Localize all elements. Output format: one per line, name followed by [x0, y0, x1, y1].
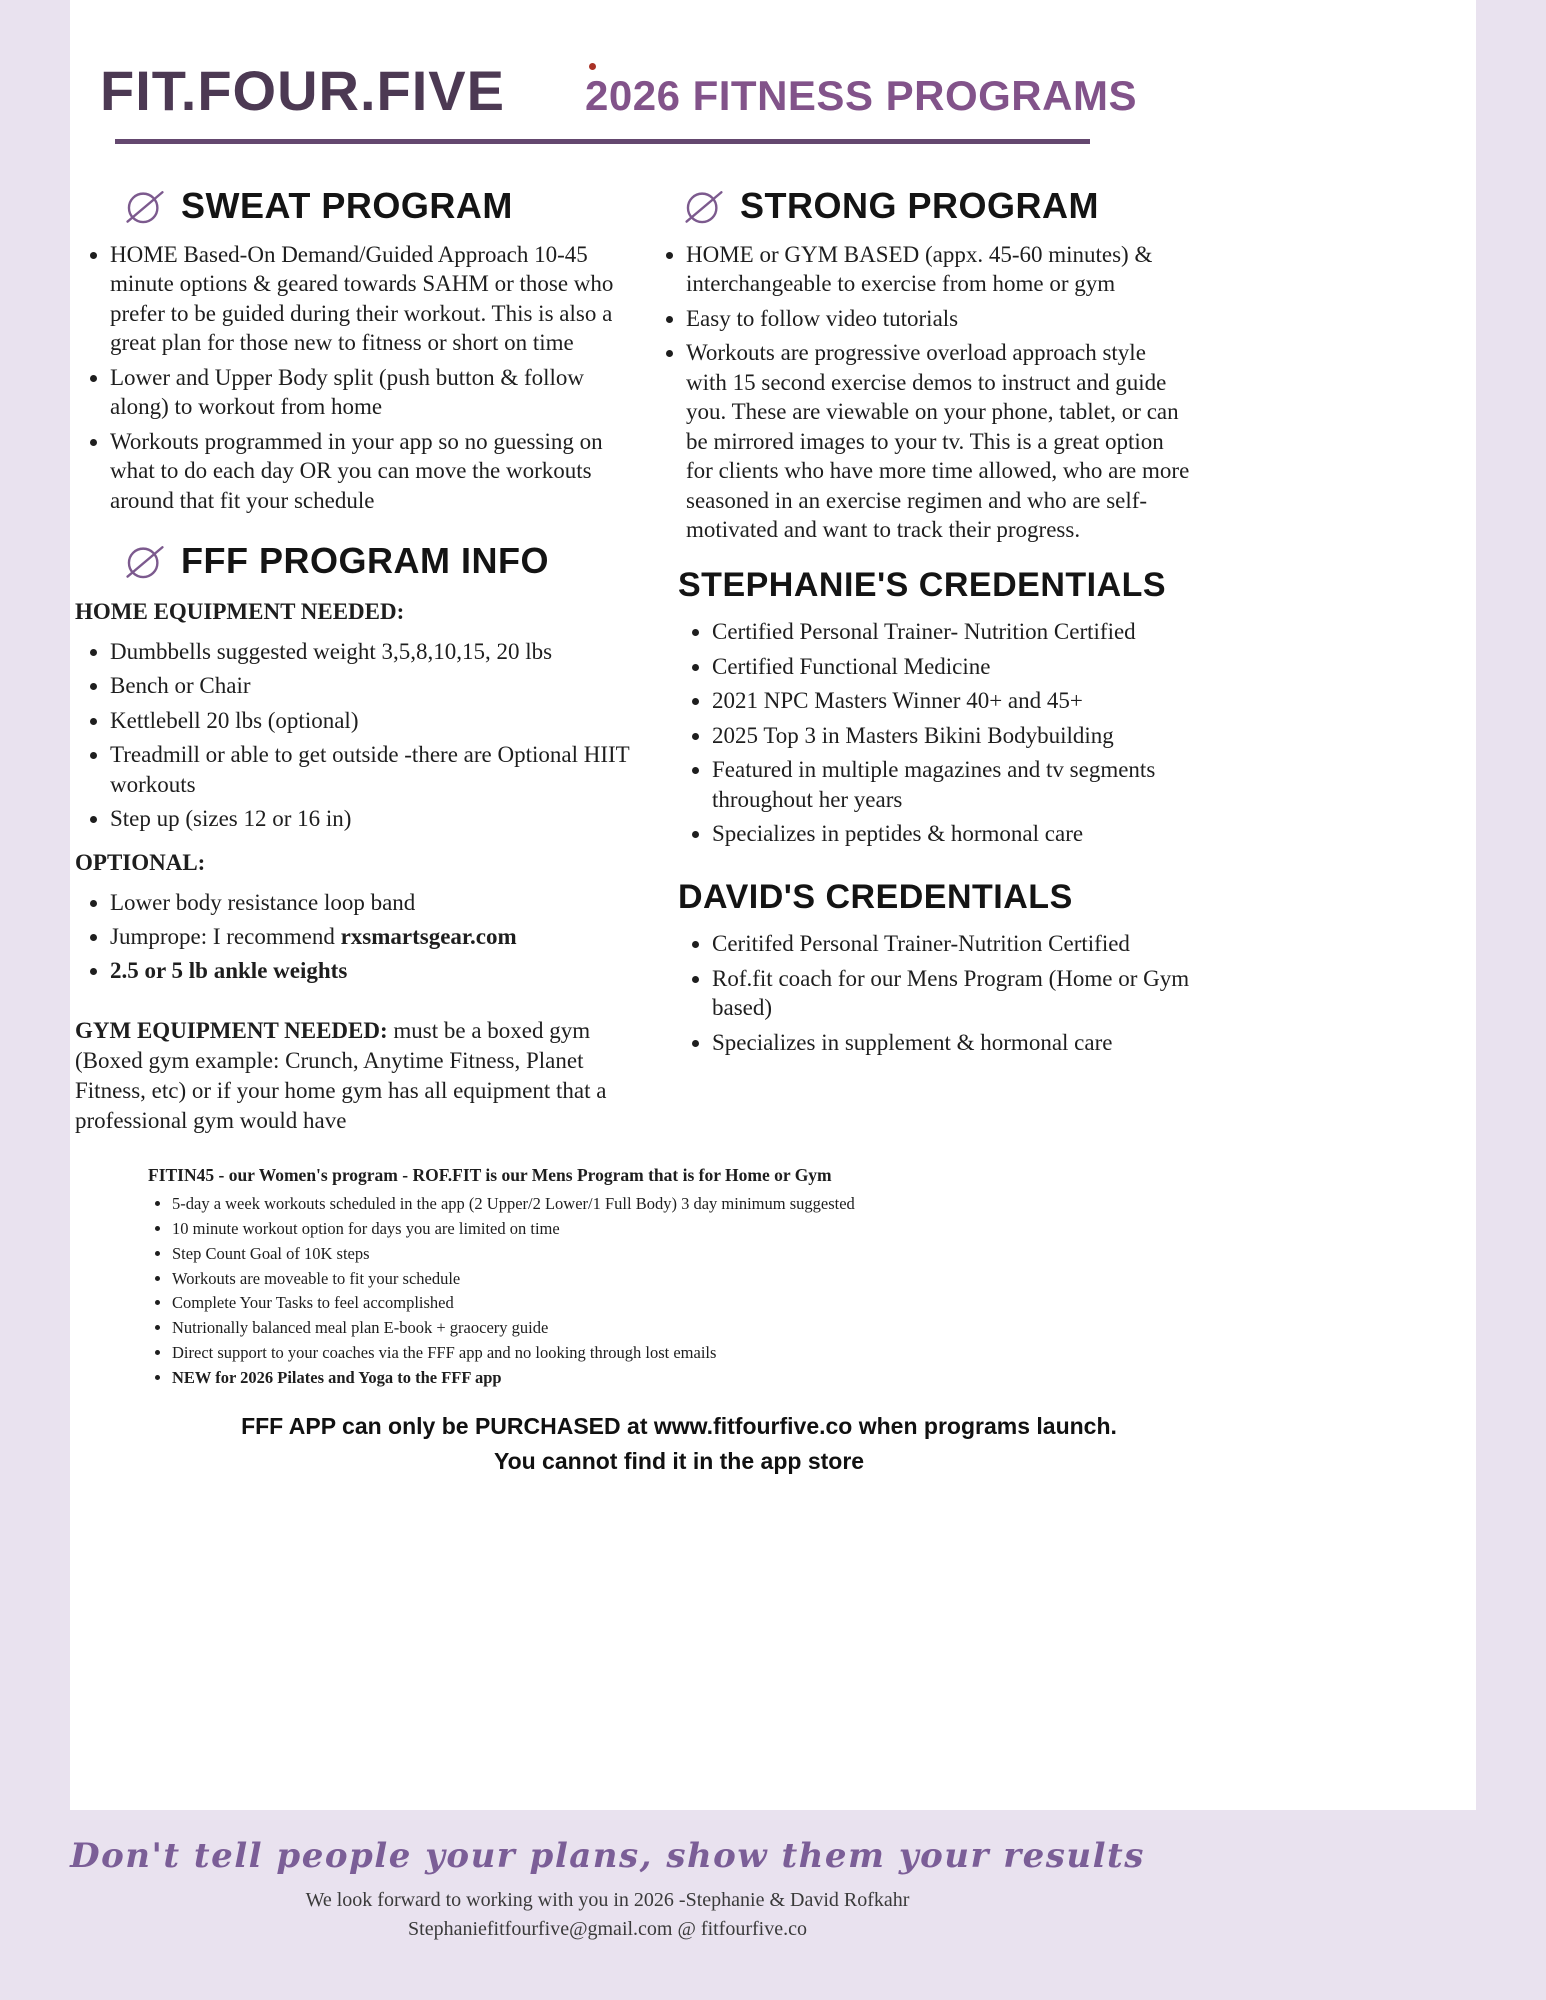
jumprope-text: Jumprope: I recommend	[110, 924, 341, 949]
programs-summary-intro: FITIN45 - our Women's program - ROF.FIT is our Mens Program that is for Home or Gym	[148, 1165, 832, 1186]
list-item: • Nutrionally balanced meal plan E-book + graocery guide	[172, 1316, 1210, 1340]
sweat-program-heading	[75, 184, 645, 228]
header-divider	[115, 139, 1090, 144]
david-credentials-list	[660, 929, 1190, 1057]
strong-program-list	[660, 240, 1190, 544]
gym-equipment-label: GYM EQUIPMENT NEEDED:	[75, 1017, 388, 1043]
fff-program-info-heading	[75, 539, 645, 583]
list-item: • Workouts are moveable to fit your schedule	[172, 1267, 1210, 1291]
header	[70, 0, 1476, 123]
gym-equipment-text: must be a boxed gym (Boxed gym example: Crunch, Anytime Fitness, Planet Fitness, etc) or if your home gym has all equipment that a professional gym would have	[75, 1017, 607, 1133]
stephanie-credentials-list	[660, 617, 1190, 848]
left-column	[75, 162, 645, 1135]
list-item: • Lower and Upper Body split (push button & follow along) to workout from home	[110, 363, 645, 422]
purchase-note	[145, 1409, 1213, 1478]
list-item: • Kettlebell 20 lbs (optional)	[110, 706, 645, 735]
list-item: • Treadmill or able to get outside -there are Optional HIIT workouts	[110, 740, 645, 799]
list-item: • Step Count Goal of 10K steps	[172, 1242, 1210, 1266]
list-item	[110, 956, 645, 985]
list-item: • Dumbbells suggested weight 3,5,8,10,15, 20 lbs	[110, 637, 645, 666]
fff-program-info-title: FFF PROGRAM INFO	[181, 540, 549, 582]
purchase-note-line2: You cannot find it in the app store	[493, 1447, 865, 1474]
list-item	[172, 1366, 1210, 1390]
jumprope-site: rxsmartsgear.com	[340, 924, 517, 949]
list-item: • Workouts are progressive overload approach style with 15 second exercise demos to instruct and guide you. These are viewable on your phone, tablet, or can be mirrored images to your tv. This is a great option for clients who have more time allowed, who are more seasoned in an exercise regimen and who are self-motivated and want to track their progress.	[686, 338, 1190, 544]
list-item	[110, 922, 645, 951]
sweat-program-title: SWEAT PROGRAM	[181, 185, 513, 227]
footer-content	[70, 1836, 1145, 1941]
list-item: • HOME or GYM BASED (appx. 45-60 minutes) & interchangeable to exercise from home or gym	[686, 240, 1190, 299]
columns	[70, 162, 1476, 1135]
footer-contact: Stephaniefitfourfive@gmail.com @ fitfourfive.co	[408, 1918, 807, 1940]
list-item: • 10 minute workout option for days you are limited on time	[172, 1217, 1210, 1241]
list-item: • 2021 NPC Masters Winner 40+ and 45+	[712, 686, 1190, 715]
circle-slash-icon	[123, 184, 167, 228]
list-item: • Certified Personal Trainer- Nutrition Certified	[712, 617, 1190, 646]
programs-summary	[145, 1165, 1210, 1478]
list-item: • Step up (sizes 12 or 16 in)	[110, 804, 645, 833]
sweat-program-list	[75, 240, 645, 515]
ankle-weights-text: 2.5 or 5 lb ankle weights	[110, 958, 348, 984]
list-item: • Workouts programmed in your app so no guessing on what to do each day OR you can move the workouts around that fit your schedule	[110, 427, 645, 515]
list-item: • 5-day a week workouts scheduled in the app (2 Upper/2 Lower/1 Full Body) 3 day minimum suggested	[172, 1192, 1210, 1216]
circle-slash-icon	[123, 539, 167, 583]
footer-band	[0, 1810, 1546, 2000]
optional-list	[75, 888, 645, 986]
list-item: • Lower body resistance loop band	[110, 888, 645, 917]
strong-program-title: STRONG PROGRAM	[740, 185, 1100, 227]
list-item: • Bench or Chair	[110, 671, 645, 700]
programs-summary-list	[145, 1192, 1210, 1389]
footer-quote: Don't tell people your plans, show them your results	[70, 1836, 1145, 1876]
optional-label: OPTIONAL:	[75, 849, 206, 875]
list-item: • Specializes in supplement & hormonal care	[712, 1028, 1190, 1057]
flyer-content	[70, 0, 1476, 1810]
footer-message: We look forward to working with you in 2026 -Stephanie & David Rofkahr	[305, 1889, 910, 1911]
list-item: • Easy to follow video tutorials	[686, 304, 1190, 333]
new-2026-highlight: NEW for 2026 Pilates and Yoga to the FFF app	[172, 1367, 502, 1387]
list-item: • 2025 Top 3 in Masters Bikini Bodybuilding	[712, 721, 1190, 750]
home-equipment-list	[75, 637, 645, 834]
accent-dot	[589, 63, 596, 70]
list-item: • HOME Based-On Demand/Guided Approach 10-45 minute options & geared towards SAHM or those who prefer to be guided during their workout. This is also a great plan for those new to fitness or short on time	[110, 240, 645, 358]
list-item: • Direct support to your coaches via the FFF app and no looking through lost emails	[172, 1341, 1210, 1365]
list-item: • Complete Your Tasks to feel accomplished	[172, 1291, 1210, 1315]
list-item: • Featured in multiple magazines and tv segments throughout her years	[712, 755, 1190, 814]
brand-logo: FIT.FOUR.FIVE	[100, 59, 505, 122]
list-item: • Specializes in peptides & hormonal care	[712, 819, 1190, 848]
list-item: • Ceritifed Personal Trainer-Nutrition Certified	[712, 929, 1190, 958]
list-item: • Certified Functional Medicine	[712, 652, 1190, 681]
circle-slash-icon	[682, 184, 726, 228]
purchase-note-line1: FFF APP can only be PURCHASED at www.fitfourfive.co when programs launch.	[241, 1413, 1117, 1440]
stephanie-credentials-heading: STEPHANIE'S CREDENTIALS	[678, 566, 1167, 605]
right-column	[660, 162, 1190, 1135]
home-equipment-label: HOME EQUIPMENT NEEDED:	[75, 598, 405, 624]
strong-program-heading	[660, 184, 1190, 228]
david-credentials-heading: DAVID'S CREDENTIALS	[678, 878, 1073, 917]
gym-equipment-paragraph	[75, 1016, 635, 1136]
page-title-text: 2026 FITNESS PROGRAMS	[585, 72, 1137, 119]
list-item: • Rof.fit coach for our Mens Program (Home or Gym based)	[712, 964, 1190, 1023]
page-title	[585, 72, 1137, 120]
